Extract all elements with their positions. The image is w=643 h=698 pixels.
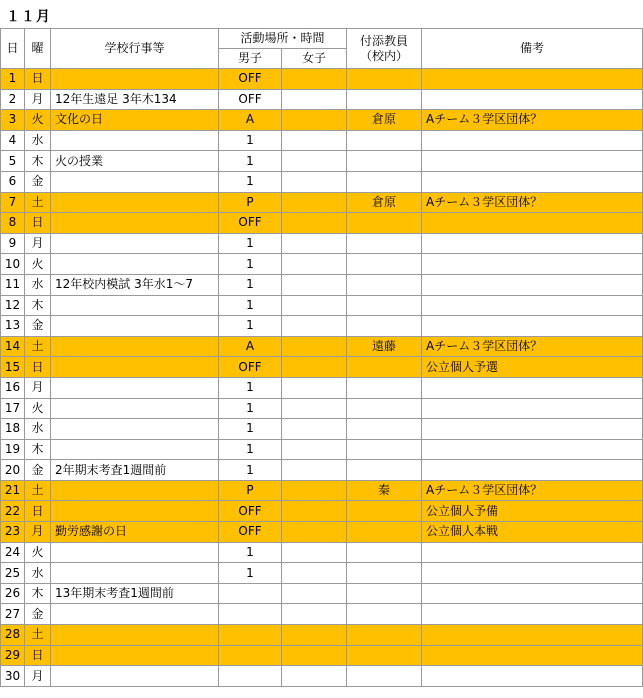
table-row bbox=[1, 316, 643, 337]
cell-weekday[interactable]: 金 bbox=[25, 171, 51, 192]
cell-event[interactable]: 12年校内模試 3年水1～7 bbox=[51, 274, 219, 295]
cell-girls[interactable] bbox=[282, 213, 347, 234]
cell-notes[interactable] bbox=[422, 583, 643, 604]
cell-boys[interactable]: 1 bbox=[219, 233, 282, 254]
cell-weekday[interactable]: 木 bbox=[25, 439, 51, 460]
cell-weekday[interactable]: 火 bbox=[25, 398, 51, 419]
cell-event[interactable] bbox=[51, 398, 219, 419]
cell-boys[interactable]: P bbox=[219, 480, 282, 501]
cell-teacher[interactable] bbox=[347, 295, 422, 316]
cell-girls[interactable] bbox=[282, 89, 347, 110]
cell-day[interactable]: 15 bbox=[1, 357, 25, 378]
cell-day[interactable]: 14 bbox=[1, 336, 25, 357]
cell-teacher[interactable] bbox=[347, 419, 422, 440]
cell-girls[interactable] bbox=[282, 192, 347, 213]
cell-notes[interactable]: Aチーム３学区団体？ bbox=[422, 336, 643, 357]
cell-notes[interactable] bbox=[422, 604, 643, 625]
cell-boys[interactable] bbox=[219, 625, 282, 646]
cell-day[interactable]: 26 bbox=[1, 583, 25, 604]
cell-notes[interactable] bbox=[422, 233, 643, 254]
table-row bbox=[1, 501, 643, 522]
cell-day[interactable]: 6 bbox=[1, 171, 25, 192]
cell-day[interactable]: 23 bbox=[1, 522, 25, 543]
cell-weekday[interactable]: 日 bbox=[25, 213, 51, 234]
table-row bbox=[1, 645, 643, 666]
cell-weekday[interactable]: 日 bbox=[25, 645, 51, 666]
cell-day[interactable]: 2 bbox=[1, 89, 25, 110]
cell-notes[interactable] bbox=[422, 171, 643, 192]
cell-day[interactable]: 30 bbox=[1, 666, 25, 687]
cell-teacher[interactable] bbox=[347, 501, 422, 522]
cell-event[interactable] bbox=[51, 542, 219, 563]
table-row bbox=[1, 666, 643, 687]
cell-day[interactable]: 25 bbox=[1, 563, 25, 584]
cell-weekday[interactable]: 日 bbox=[25, 501, 51, 522]
cell-teacher[interactable] bbox=[347, 542, 422, 563]
cell-teacher[interactable] bbox=[347, 69, 422, 90]
cell-event[interactable] bbox=[51, 666, 219, 687]
cell-boys[interactable]: OFF bbox=[219, 69, 282, 90]
cell-girls[interactable] bbox=[282, 645, 347, 666]
table-row bbox=[1, 563, 643, 584]
cell-teacher[interactable] bbox=[347, 151, 422, 172]
cell-boys[interactable]: 1 bbox=[219, 398, 282, 419]
table-row bbox=[1, 69, 643, 90]
table-row bbox=[1, 625, 643, 646]
cell-boys[interactable]: 1 bbox=[219, 377, 282, 398]
header-girls: 女子 bbox=[282, 49, 347, 69]
cell-event[interactable] bbox=[51, 501, 219, 522]
cell-teacher[interactable] bbox=[347, 213, 422, 234]
cell-event[interactable] bbox=[51, 604, 219, 625]
header-weekday: 曜 bbox=[25, 29, 51, 69]
cell-teacher[interactable] bbox=[347, 666, 422, 687]
cell-event[interactable]: 12年生遠足 3年木134 bbox=[51, 89, 219, 110]
table-row bbox=[1, 542, 643, 563]
table-row bbox=[1, 419, 643, 440]
cell-teacher[interactable] bbox=[347, 89, 422, 110]
cell-event[interactable]: 勤労感謝の日 bbox=[51, 522, 219, 543]
cell-event[interactable] bbox=[51, 419, 219, 440]
cell-boys[interactable]: OFF bbox=[219, 501, 282, 522]
cell-event[interactable] bbox=[51, 336, 219, 357]
cell-notes[interactable]: 公立個人予備 bbox=[422, 501, 643, 522]
cell-event[interactable] bbox=[51, 480, 219, 501]
cell-boys[interactable]: A bbox=[219, 110, 282, 131]
cell-notes[interactable] bbox=[422, 274, 643, 295]
cell-weekday[interactable]: 木 bbox=[25, 583, 51, 604]
cell-girls[interactable] bbox=[282, 233, 347, 254]
cell-boys[interactable] bbox=[219, 645, 282, 666]
table-row bbox=[1, 480, 643, 501]
table-row bbox=[1, 274, 643, 295]
cell-girls[interactable] bbox=[282, 542, 347, 563]
cell-teacher[interactable] bbox=[347, 583, 422, 604]
header-day: 日 bbox=[1, 29, 25, 69]
cell-girls[interactable] bbox=[282, 604, 347, 625]
cell-weekday[interactable]: 金 bbox=[25, 460, 51, 481]
cell-weekday[interactable]: 木 bbox=[25, 295, 51, 316]
cell-event[interactable] bbox=[51, 316, 219, 337]
table-row bbox=[1, 171, 643, 192]
cell-notes[interactable]: 公立個人本戦 bbox=[422, 522, 643, 543]
cell-notes[interactable] bbox=[422, 419, 643, 440]
cell-weekday[interactable]: 水 bbox=[25, 274, 51, 295]
cell-girls[interactable] bbox=[282, 563, 347, 584]
cell-day[interactable]: 28 bbox=[1, 625, 25, 646]
cell-girls[interactable] bbox=[282, 460, 347, 481]
cell-notes[interactable] bbox=[422, 460, 643, 481]
cell-notes[interactable] bbox=[422, 666, 643, 687]
cell-event[interactable] bbox=[51, 192, 219, 213]
sheet-title: １１月 bbox=[6, 9, 51, 25]
table-row bbox=[1, 522, 643, 543]
cell-event[interactable] bbox=[51, 645, 219, 666]
table-row bbox=[1, 89, 643, 110]
cell-teacher[interactable]: 遠藤 bbox=[347, 336, 422, 357]
cell-notes[interactable] bbox=[422, 625, 643, 646]
cell-teacher[interactable] bbox=[347, 254, 422, 275]
cell-boys[interactable]: 1 bbox=[219, 316, 282, 337]
cell-girls[interactable] bbox=[282, 254, 347, 275]
cell-teacher[interactable] bbox=[347, 398, 422, 419]
cell-notes[interactable] bbox=[422, 151, 643, 172]
cell-notes[interactable] bbox=[422, 645, 643, 666]
cell-event[interactable] bbox=[51, 171, 219, 192]
cell-weekday[interactable]: 日 bbox=[25, 69, 51, 90]
table-row bbox=[1, 213, 643, 234]
cell-boys[interactable] bbox=[219, 583, 282, 604]
cell-weekday[interactable]: 水 bbox=[25, 419, 51, 440]
cell-event[interactable] bbox=[51, 233, 219, 254]
cell-boys[interactable]: OFF bbox=[219, 357, 282, 378]
cell-teacher[interactable] bbox=[347, 460, 422, 481]
cell-notes[interactable] bbox=[422, 439, 643, 460]
table-row bbox=[1, 336, 643, 357]
cell-day[interactable]: 21 bbox=[1, 480, 25, 501]
cell-teacher[interactable] bbox=[347, 563, 422, 584]
cell-weekday[interactable]: 金 bbox=[25, 316, 51, 337]
cell-girls[interactable] bbox=[282, 398, 347, 419]
cell-girls[interactable] bbox=[282, 171, 347, 192]
header-event: 学校行事等 bbox=[51, 29, 219, 69]
cell-event[interactable]: 火の授業 bbox=[51, 151, 219, 172]
cell-girls[interactable] bbox=[282, 522, 347, 543]
cell-weekday[interactable]: 月 bbox=[25, 89, 51, 110]
cell-day[interactable]: 29 bbox=[1, 645, 25, 666]
schedule-table bbox=[0, 28, 643, 687]
cell-girls[interactable] bbox=[282, 295, 347, 316]
table-row bbox=[1, 295, 643, 316]
cell-notes[interactable]: Aチーム３学区団体？ bbox=[422, 192, 643, 213]
cell-day[interactable]: 16 bbox=[1, 377, 25, 398]
cell-day[interactable]: 13 bbox=[1, 316, 25, 337]
cell-weekday[interactable]: 土 bbox=[25, 480, 51, 501]
cell-day[interactable]: 20 bbox=[1, 460, 25, 481]
cell-day[interactable]: 5 bbox=[1, 151, 25, 172]
cell-girls[interactable] bbox=[282, 151, 347, 172]
cell-day[interactable]: 22 bbox=[1, 501, 25, 522]
table-row bbox=[1, 192, 643, 213]
cell-girls[interactable] bbox=[282, 377, 347, 398]
table-row bbox=[1, 439, 643, 460]
cell-notes[interactable] bbox=[422, 213, 643, 234]
table-row bbox=[1, 583, 643, 604]
cell-weekday[interactable]: 月 bbox=[25, 522, 51, 543]
cell-notes[interactable]: Aチーム３学区団体？ bbox=[422, 110, 643, 131]
cell-weekday[interactable]: 火 bbox=[25, 110, 51, 131]
table-row bbox=[1, 151, 643, 172]
table-row bbox=[1, 460, 643, 481]
cell-weekday[interactable]: 月 bbox=[25, 666, 51, 687]
cell-day[interactable]: 17 bbox=[1, 398, 25, 419]
cell-girls[interactable] bbox=[282, 69, 347, 90]
cell-boys[interactable]: 1 bbox=[219, 563, 282, 584]
cell-boys[interactable]: 1 bbox=[219, 254, 282, 275]
cell-teacher[interactable] bbox=[347, 522, 422, 543]
cell-teacher[interactable] bbox=[347, 130, 422, 151]
cell-day[interactable]: 9 bbox=[1, 233, 25, 254]
cell-boys[interactable]: 1 bbox=[219, 295, 282, 316]
cell-teacher[interactable] bbox=[347, 171, 422, 192]
cell-teacher[interactable] bbox=[347, 604, 422, 625]
cell-boys[interactable]: 1 bbox=[219, 171, 282, 192]
cell-girls[interactable] bbox=[282, 666, 347, 687]
cell-weekday[interactable]: 土 bbox=[25, 625, 51, 646]
cell-boys[interactable]: P bbox=[219, 192, 282, 213]
cell-notes[interactable] bbox=[422, 69, 643, 90]
cell-event[interactable] bbox=[51, 295, 219, 316]
cell-event[interactable] bbox=[51, 625, 219, 646]
cell-weekday[interactable]: 土 bbox=[25, 336, 51, 357]
cell-notes[interactable]: 公立個人予選 bbox=[422, 357, 643, 378]
cell-weekday[interactable]: 土 bbox=[25, 192, 51, 213]
cell-boys[interactable]: 1 bbox=[219, 542, 282, 563]
cell-boys[interactable]: A bbox=[219, 336, 282, 357]
cell-boys[interactable]: 1 bbox=[219, 419, 282, 440]
cell-weekday[interactable]: 木 bbox=[25, 151, 51, 172]
cell-girls[interactable] bbox=[282, 130, 347, 151]
cell-weekday[interactable]: 火 bbox=[25, 542, 51, 563]
cell-day[interactable]: 4 bbox=[1, 130, 25, 151]
cell-day[interactable]: 8 bbox=[1, 213, 25, 234]
cell-girls[interactable] bbox=[282, 480, 347, 501]
cell-event[interactable] bbox=[51, 213, 219, 234]
cell-boys[interactable]: OFF bbox=[219, 522, 282, 543]
cell-teacher[interactable] bbox=[347, 625, 422, 646]
cell-weekday[interactable]: 水 bbox=[25, 563, 51, 584]
cell-notes[interactable] bbox=[422, 295, 643, 316]
cell-boys[interactable]: 1 bbox=[219, 439, 282, 460]
table-row bbox=[1, 357, 643, 378]
cell-girls[interactable] bbox=[282, 357, 347, 378]
cell-boys[interactable]: 1 bbox=[219, 151, 282, 172]
table-row bbox=[1, 377, 643, 398]
cell-event[interactable] bbox=[51, 563, 219, 584]
cell-day[interactable]: 11 bbox=[1, 274, 25, 295]
cell-day[interactable]: 10 bbox=[1, 254, 25, 275]
cell-girls[interactable] bbox=[282, 419, 347, 440]
cell-boys[interactable]: 1 bbox=[219, 460, 282, 481]
cell-teacher[interactable] bbox=[347, 377, 422, 398]
cell-girls[interactable] bbox=[282, 501, 347, 522]
cell-teacher[interactable] bbox=[347, 316, 422, 337]
header-boys: 男子 bbox=[219, 49, 282, 69]
cell-day[interactable]: 3 bbox=[1, 110, 25, 131]
cell-boys[interactable] bbox=[219, 604, 282, 625]
cell-weekday[interactable]: 火 bbox=[25, 254, 51, 275]
cell-boys[interactable] bbox=[219, 666, 282, 687]
cell-notes[interactable] bbox=[422, 89, 643, 110]
cell-notes[interactable] bbox=[422, 130, 643, 151]
cell-event[interactable]: 2年期末考査1週間前 bbox=[51, 460, 219, 481]
table-row bbox=[1, 233, 643, 254]
cell-weekday[interactable]: 金 bbox=[25, 604, 51, 625]
cell-teacher[interactable] bbox=[347, 233, 422, 254]
cell-event[interactable] bbox=[51, 357, 219, 378]
table-row bbox=[1, 254, 643, 275]
cell-teacher[interactable] bbox=[347, 439, 422, 460]
cell-notes[interactable] bbox=[422, 254, 643, 275]
cell-event[interactable] bbox=[51, 130, 219, 151]
cell-teacher[interactable] bbox=[347, 274, 422, 295]
cell-teacher[interactable] bbox=[347, 645, 422, 666]
cell-day[interactable]: 7 bbox=[1, 192, 25, 213]
cell-teacher[interactable]: 倉原 bbox=[347, 192, 422, 213]
table-row bbox=[1, 604, 643, 625]
cell-notes[interactable] bbox=[422, 542, 643, 563]
cell-girls[interactable] bbox=[282, 274, 347, 295]
cell-event[interactable]: 13年期末考査1週間前 bbox=[51, 583, 219, 604]
cell-boys[interactable]: OFF bbox=[219, 89, 282, 110]
table-row bbox=[1, 398, 643, 419]
cell-notes[interactable] bbox=[422, 377, 643, 398]
cell-notes[interactable] bbox=[422, 316, 643, 337]
cell-boys[interactable]: OFF bbox=[219, 213, 282, 234]
cell-event[interactable] bbox=[51, 69, 219, 90]
cell-day[interactable]: 18 bbox=[1, 419, 25, 440]
cell-weekday[interactable]: 日 bbox=[25, 357, 51, 378]
cell-teacher[interactable] bbox=[347, 357, 422, 378]
cell-notes[interactable] bbox=[422, 398, 643, 419]
cell-event[interactable] bbox=[51, 439, 219, 460]
cell-event[interactable] bbox=[51, 254, 219, 275]
cell-day[interactable]: 12 bbox=[1, 295, 25, 316]
header-teacher-label: 付添教員 bbox=[360, 33, 409, 48]
cell-girls[interactable] bbox=[282, 316, 347, 337]
cell-teacher[interactable]: 倉原 bbox=[347, 110, 422, 131]
cell-day[interactable]: 1 bbox=[1, 69, 25, 90]
cell-weekday[interactable]: 水 bbox=[25, 130, 51, 151]
cell-teacher[interactable]: 秦 bbox=[347, 480, 422, 501]
cell-day[interactable]: 24 bbox=[1, 542, 25, 563]
cell-notes[interactable] bbox=[422, 563, 643, 584]
cell-event[interactable]: 文化の日 bbox=[51, 110, 219, 131]
header-teacher bbox=[347, 29, 422, 69]
cell-girls[interactable] bbox=[282, 625, 347, 646]
cell-weekday[interactable]: 月 bbox=[25, 377, 51, 398]
header-teacher-sub: （校内） bbox=[360, 48, 409, 63]
cell-girls[interactable] bbox=[282, 583, 347, 604]
cell-girls[interactable] bbox=[282, 336, 347, 357]
cell-event[interactable] bbox=[51, 377, 219, 398]
cell-day[interactable]: 27 bbox=[1, 604, 25, 625]
cell-boys[interactable]: 1 bbox=[219, 274, 282, 295]
cell-weekday[interactable]: 月 bbox=[25, 233, 51, 254]
cell-boys[interactable]: 1 bbox=[219, 130, 282, 151]
cell-girls[interactable] bbox=[282, 439, 347, 460]
header-notes: 備考 bbox=[422, 29, 643, 69]
cell-day[interactable]: 19 bbox=[1, 439, 25, 460]
cell-girls[interactable] bbox=[282, 110, 347, 131]
table-row bbox=[1, 130, 643, 151]
cell-notes[interactable]: Aチーム３学区団体？ bbox=[422, 480, 643, 501]
table-row bbox=[1, 110, 643, 131]
header-activity: 活動場所・時間 bbox=[219, 29, 347, 49]
